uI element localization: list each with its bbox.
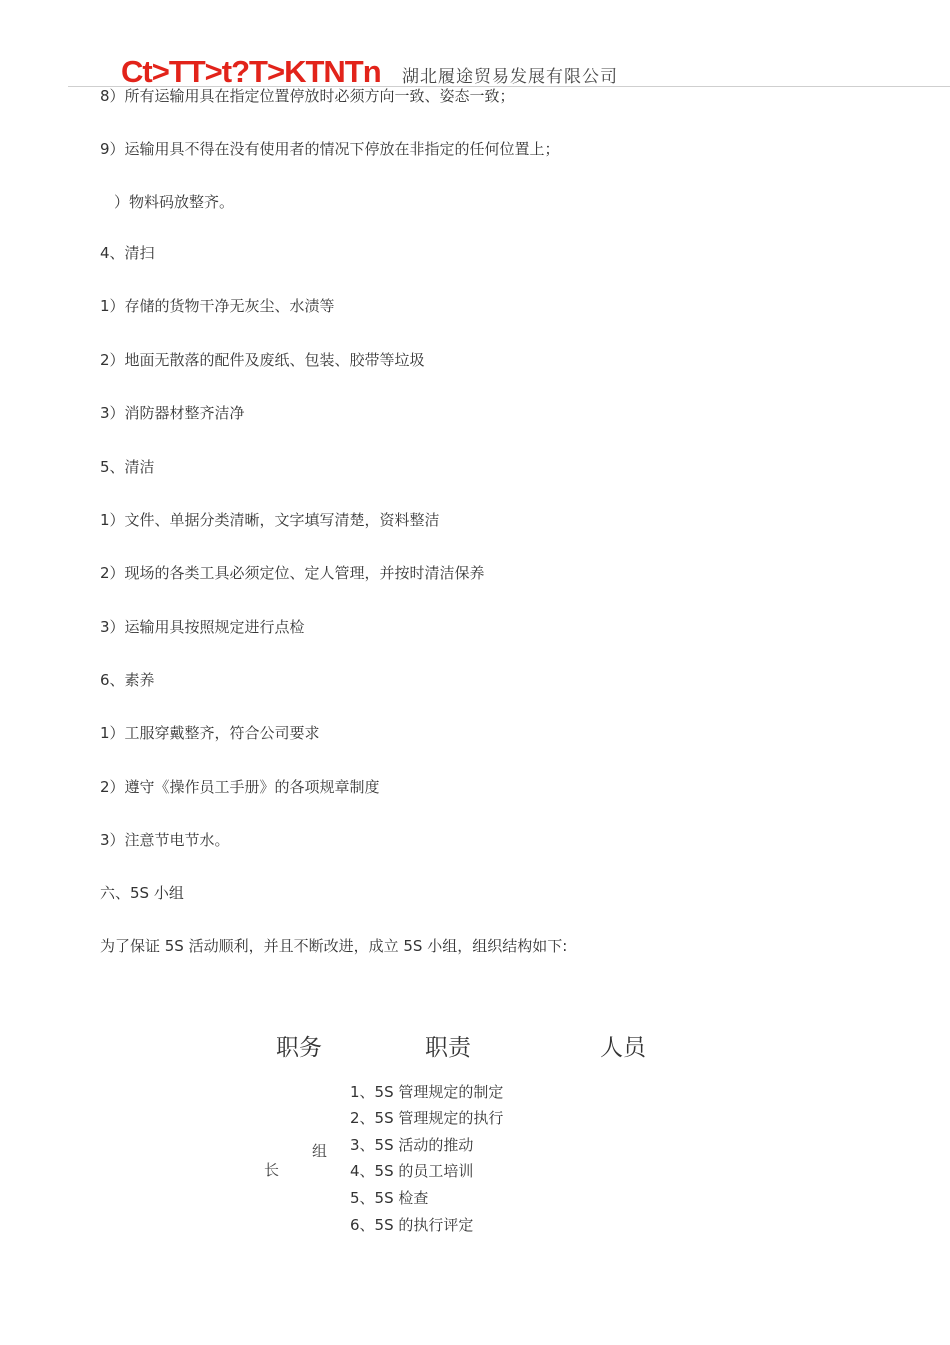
duty-item: 6、5S 的执行评定: [350, 1216, 474, 1234]
column-header-personnel: 人员: [600, 1035, 646, 1061]
body-line-item-9: 9）运输用具不得在没有使用者的情况下停放在非指定的任何位置上；: [100, 140, 560, 158]
position-leader-char-2: 长: [264, 1161, 280, 1179]
position-leader-char-1: 组: [312, 1142, 328, 1160]
body-line-discipline-1: 1）工服穿戴整齐，符合公司要求: [100, 724, 320, 742]
body-line-clean-3: 3）消防器材整齐洁净: [100, 404, 245, 422]
duty-item: 1、5S 管理规定的制定: [350, 1083, 504, 1101]
section-heading-5s-group: 六、5S 小组: [100, 884, 184, 902]
company-name: 湖北履途贸易发展有限公司: [402, 67, 618, 87]
body-line-tidy-3: 3）运输用具按照规定进行点检: [100, 618, 305, 636]
body-line-group-intro: 为了保证 5S 活动顺利，并且不断改进，成立 5S 小组，组织结构如下:: [100, 937, 568, 955]
duty-item: 3、5S 活动的推动: [350, 1136, 474, 1154]
body-line-tidy-1: 1）文件、单据分类清晰，文字填写清楚，资料整洁: [100, 511, 440, 529]
body-line-item-8: 8）所有运输用具在指定位置停放时必须方向一致、姿态一致；: [100, 87, 515, 105]
body-line-clean-1: 1）存储的货物干净无灰尘、水渍等: [100, 297, 335, 315]
duty-item: 5、5S 检查: [350, 1189, 429, 1207]
body-line-clean-2: 2）地面无散落的配件及废纸、包装、胶带等垃圾: [100, 351, 425, 369]
section-heading-discipline: 6、素养: [100, 671, 155, 689]
duty-item: 2、5S 管理规定的执行: [350, 1109, 504, 1127]
body-line-discipline-3: 3）注意节电节水。: [100, 831, 230, 849]
column-header-position: 职务: [276, 1035, 322, 1061]
column-header-duty: 职责: [425, 1035, 471, 1061]
body-line-tidy-2: 2）现场的各类工具必须定位、定人管理，并按时清洁保养: [100, 564, 485, 582]
header-logo: Ct>TT>t?T>KTNTn: [121, 54, 381, 89]
body-line-item-10: ）物料码放整齐。: [114, 193, 235, 211]
section-heading-clean: 4、清扫: [100, 244, 155, 262]
section-heading-tidy: 5、清洁: [100, 458, 155, 476]
duty-item: 4、5S 的员工培训: [350, 1162, 474, 1180]
body-line-discipline-2: 2）遵守《操作员工手册》的各项规章制度: [100, 778, 380, 796]
